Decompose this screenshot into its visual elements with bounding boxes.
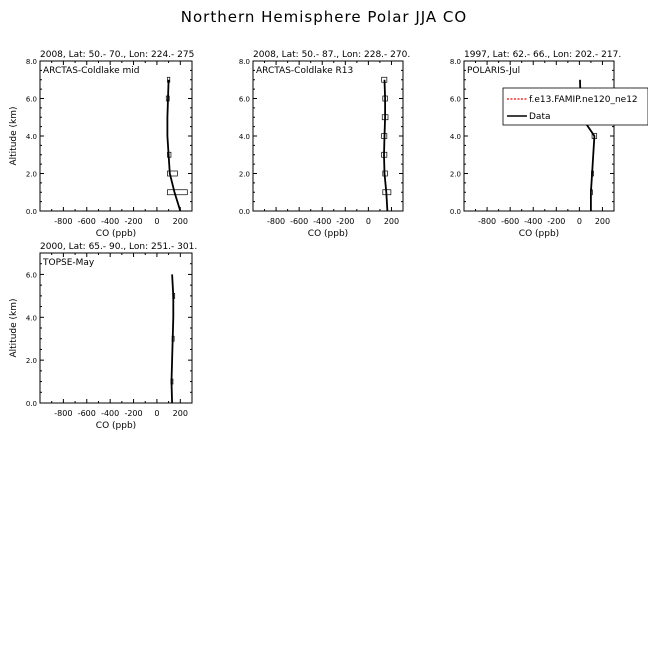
- x-tick-label: -600: [501, 217, 520, 226]
- x-tick-label: -800: [266, 217, 286, 226]
- legend: [503, 88, 648, 125]
- chart-panel-4: [9, 242, 197, 431]
- x-tick-label: 200: [594, 217, 611, 226]
- y-axis-label: Altitude (km): [9, 106, 19, 166]
- y-tick-label: 2.0: [238, 170, 250, 179]
- y-tick-label: 2.0: [25, 170, 37, 179]
- campaign-label: TOPSE-May: [43, 258, 95, 268]
- legend-model-label: f.e13.FAMIP.ne120_ne12: [529, 95, 638, 105]
- x-tick-label: -400: [101, 409, 120, 418]
- x-tick-label: 0: [154, 409, 160, 418]
- x-tick-label: 0: [365, 217, 371, 226]
- chart-panel-1: [9, 50, 194, 239]
- plot-frame: [40, 253, 192, 403]
- x-tick-label: -800: [54, 409, 73, 418]
- panel-header: 1997, Lat: 62.- 66., Lon: 202.- 217.: [464, 50, 622, 60]
- y-tick-label: 6.0: [449, 95, 461, 104]
- y-tick-label: 0.0: [25, 208, 37, 216]
- y-tick-label: 0.0: [25, 400, 37, 408]
- x-tick-label: 0: [154, 217, 160, 226]
- y-tick-label: 6.0: [25, 271, 37, 280]
- legend-box: [503, 88, 648, 125]
- campaign-label: POLARIS-Jul: [467, 66, 521, 76]
- x-tick-label: -800: [477, 217, 497, 226]
- y-tick-label: 8.0: [238, 58, 250, 66]
- y-tick-label: 4.0: [25, 133, 37, 141]
- legend-data-label: Data: [529, 112, 551, 122]
- x-tick-label: 200: [172, 217, 188, 226]
- x-axis-label: CO (ppb): [95, 421, 137, 431]
- panel-header: 2000, Lat: 65.- 90., Lon: 251.- 301.: [40, 242, 198, 252]
- campaign-label: ARCTAS-Coldlake mid: [43, 66, 140, 76]
- y-tick-label: 8.0: [449, 58, 461, 66]
- x-tick-label: -400: [313, 217, 332, 226]
- spread-box: [167, 190, 187, 195]
- y-tick-label: 4.0: [25, 314, 37, 323]
- plot-frame: [253, 61, 403, 211]
- series-line-data: [384, 80, 387, 211]
- panel-header: 2008, Lat: 50.- 70., Lon: 224.- 275: [40, 50, 195, 60]
- y-tick-label: 2.0: [25, 357, 37, 366]
- y-tick-label: 4.0: [449, 133, 461, 141]
- chart-panel-3: [450, 50, 648, 239]
- panel-header: 2008, Lat: 50.- 87., Lon: 228.- 270.: [253, 50, 411, 60]
- x-tick-label: -200: [124, 217, 143, 226]
- page-title: Northern Hemisphere Polar JJA CO: [180, 8, 468, 26]
- x-tick-label: -400: [524, 217, 543, 226]
- x-tick-label: -600: [77, 409, 96, 418]
- x-tick-label: -600: [290, 217, 309, 226]
- x-tick-label: -200: [547, 217, 566, 226]
- x-axis-label: CO (ppb): [95, 229, 137, 239]
- y-tick-label: 2.0: [449, 170, 461, 179]
- y-tick-label: 4.0: [238, 133, 250, 141]
- x-tick-label: -200: [336, 217, 355, 226]
- x-tick-label: -600: [77, 217, 96, 226]
- y-tick-label: 0.0: [238, 208, 250, 216]
- y-tick-label: 6.0: [25, 95, 37, 104]
- chart-panel-2: [239, 50, 410, 239]
- x-tick-label: 0: [576, 217, 582, 226]
- x-tick-label: 200: [172, 409, 188, 418]
- x-axis-label: CO (ppb): [518, 229, 560, 239]
- y-tick-label: 6.0: [238, 95, 250, 104]
- y-tick-label: 0.0: [449, 208, 461, 216]
- y-axis-label: Altitude (km): [9, 298, 19, 358]
- x-tick-label: 200: [383, 217, 400, 226]
- x-tick-label: -400: [101, 217, 120, 226]
- campaign-label: ARCTAS-Coldlake R13: [256, 66, 354, 76]
- x-axis-label: CO (ppb): [307, 229, 349, 239]
- y-tick-label: 8.0: [25, 58, 37, 66]
- x-tick-label: -800: [54, 217, 73, 226]
- x-tick-label: -200: [124, 409, 143, 418]
